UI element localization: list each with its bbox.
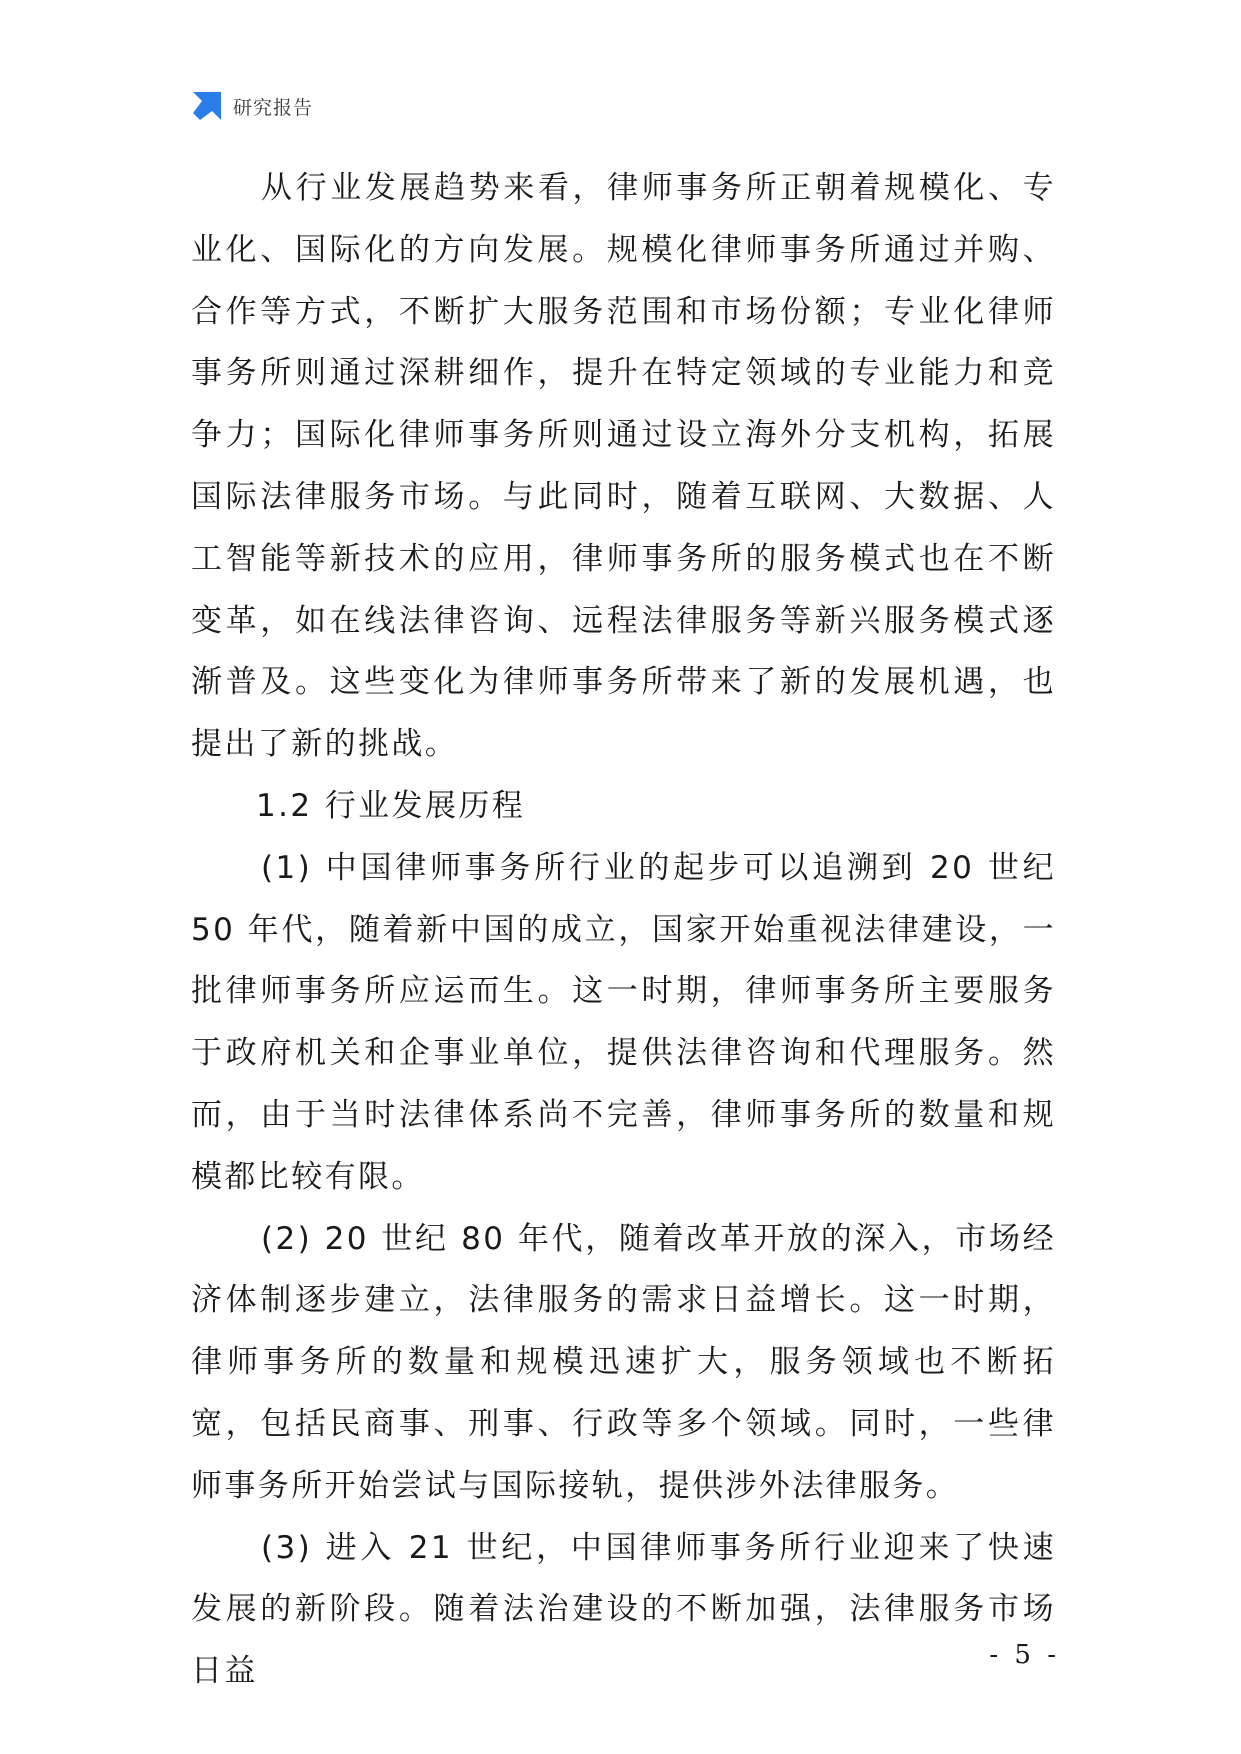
page-number: - 5 - bbox=[989, 1640, 1060, 1670]
section-heading: 1.2 行业发展历程 bbox=[256, 787, 526, 824]
document-body bbox=[191, 158, 1056, 1703]
arrow-up-right-icon bbox=[191, 90, 223, 122]
page-header bbox=[191, 88, 313, 124]
header-title: 研究报告 bbox=[233, 96, 314, 119]
paragraph-history-1: (1) 中国律师事务所行业的起步可以追溯到 20 世纪 50 年代，随着新中国的成立，国家开始重视法律建设，一批律师事务所应运而生。这一时期，律师事务所主要服务于政府机关和企事业单位，提供法律咨询和代理服务。然而，由于当时法律体系尚不完善，律师事务所的数量和规模都比较有限。 bbox=[191, 849, 1056, 1195]
paragraph-history-3: (3) 进入 21 世纪，中国律师事务所行业迎来了快速发展的新阶段。随着法治建设的不断加强，法律服务市场日益 bbox=[191, 1529, 1056, 1690]
paragraph-history-2: (2) 20 世纪 80 年代，随着改革开放的深入，市场经济体制逐步建立，法律服务的需求日益增长。这一时期，律师事务所的数量和规模迅速扩大，服务领域也不断拓宽，包括民商事、刑事、行政等多个领域。同时，一些律师事务所开始尝试与国际接轨，提供涉外法律服务。 bbox=[191, 1220, 1056, 1504]
paragraph-industry-trend: 从行业发展趋势来看，律师事务所正朝着规模化、专业化、国际化的方向发展。规模化律师事务所通过并购、合作等方式，不断扩大服务范围和市场份额；专业化律师事务所则通过深耕细作，提升在特定领域的专业能力和竞争力；国际化律师事务所则通过设立海外分支机构，拓展国际法律服务市场。与此同时，随着互联网、大数据、人工智能等新技术的应用，律师事务所的服务模式也在不断变革，如在线法律咨询、远程法律服务等新兴服务模式逐渐普及。这些变化为律师事务所带来了新的发展机遇，也提出了新的挑战。 bbox=[191, 170, 1056, 763]
